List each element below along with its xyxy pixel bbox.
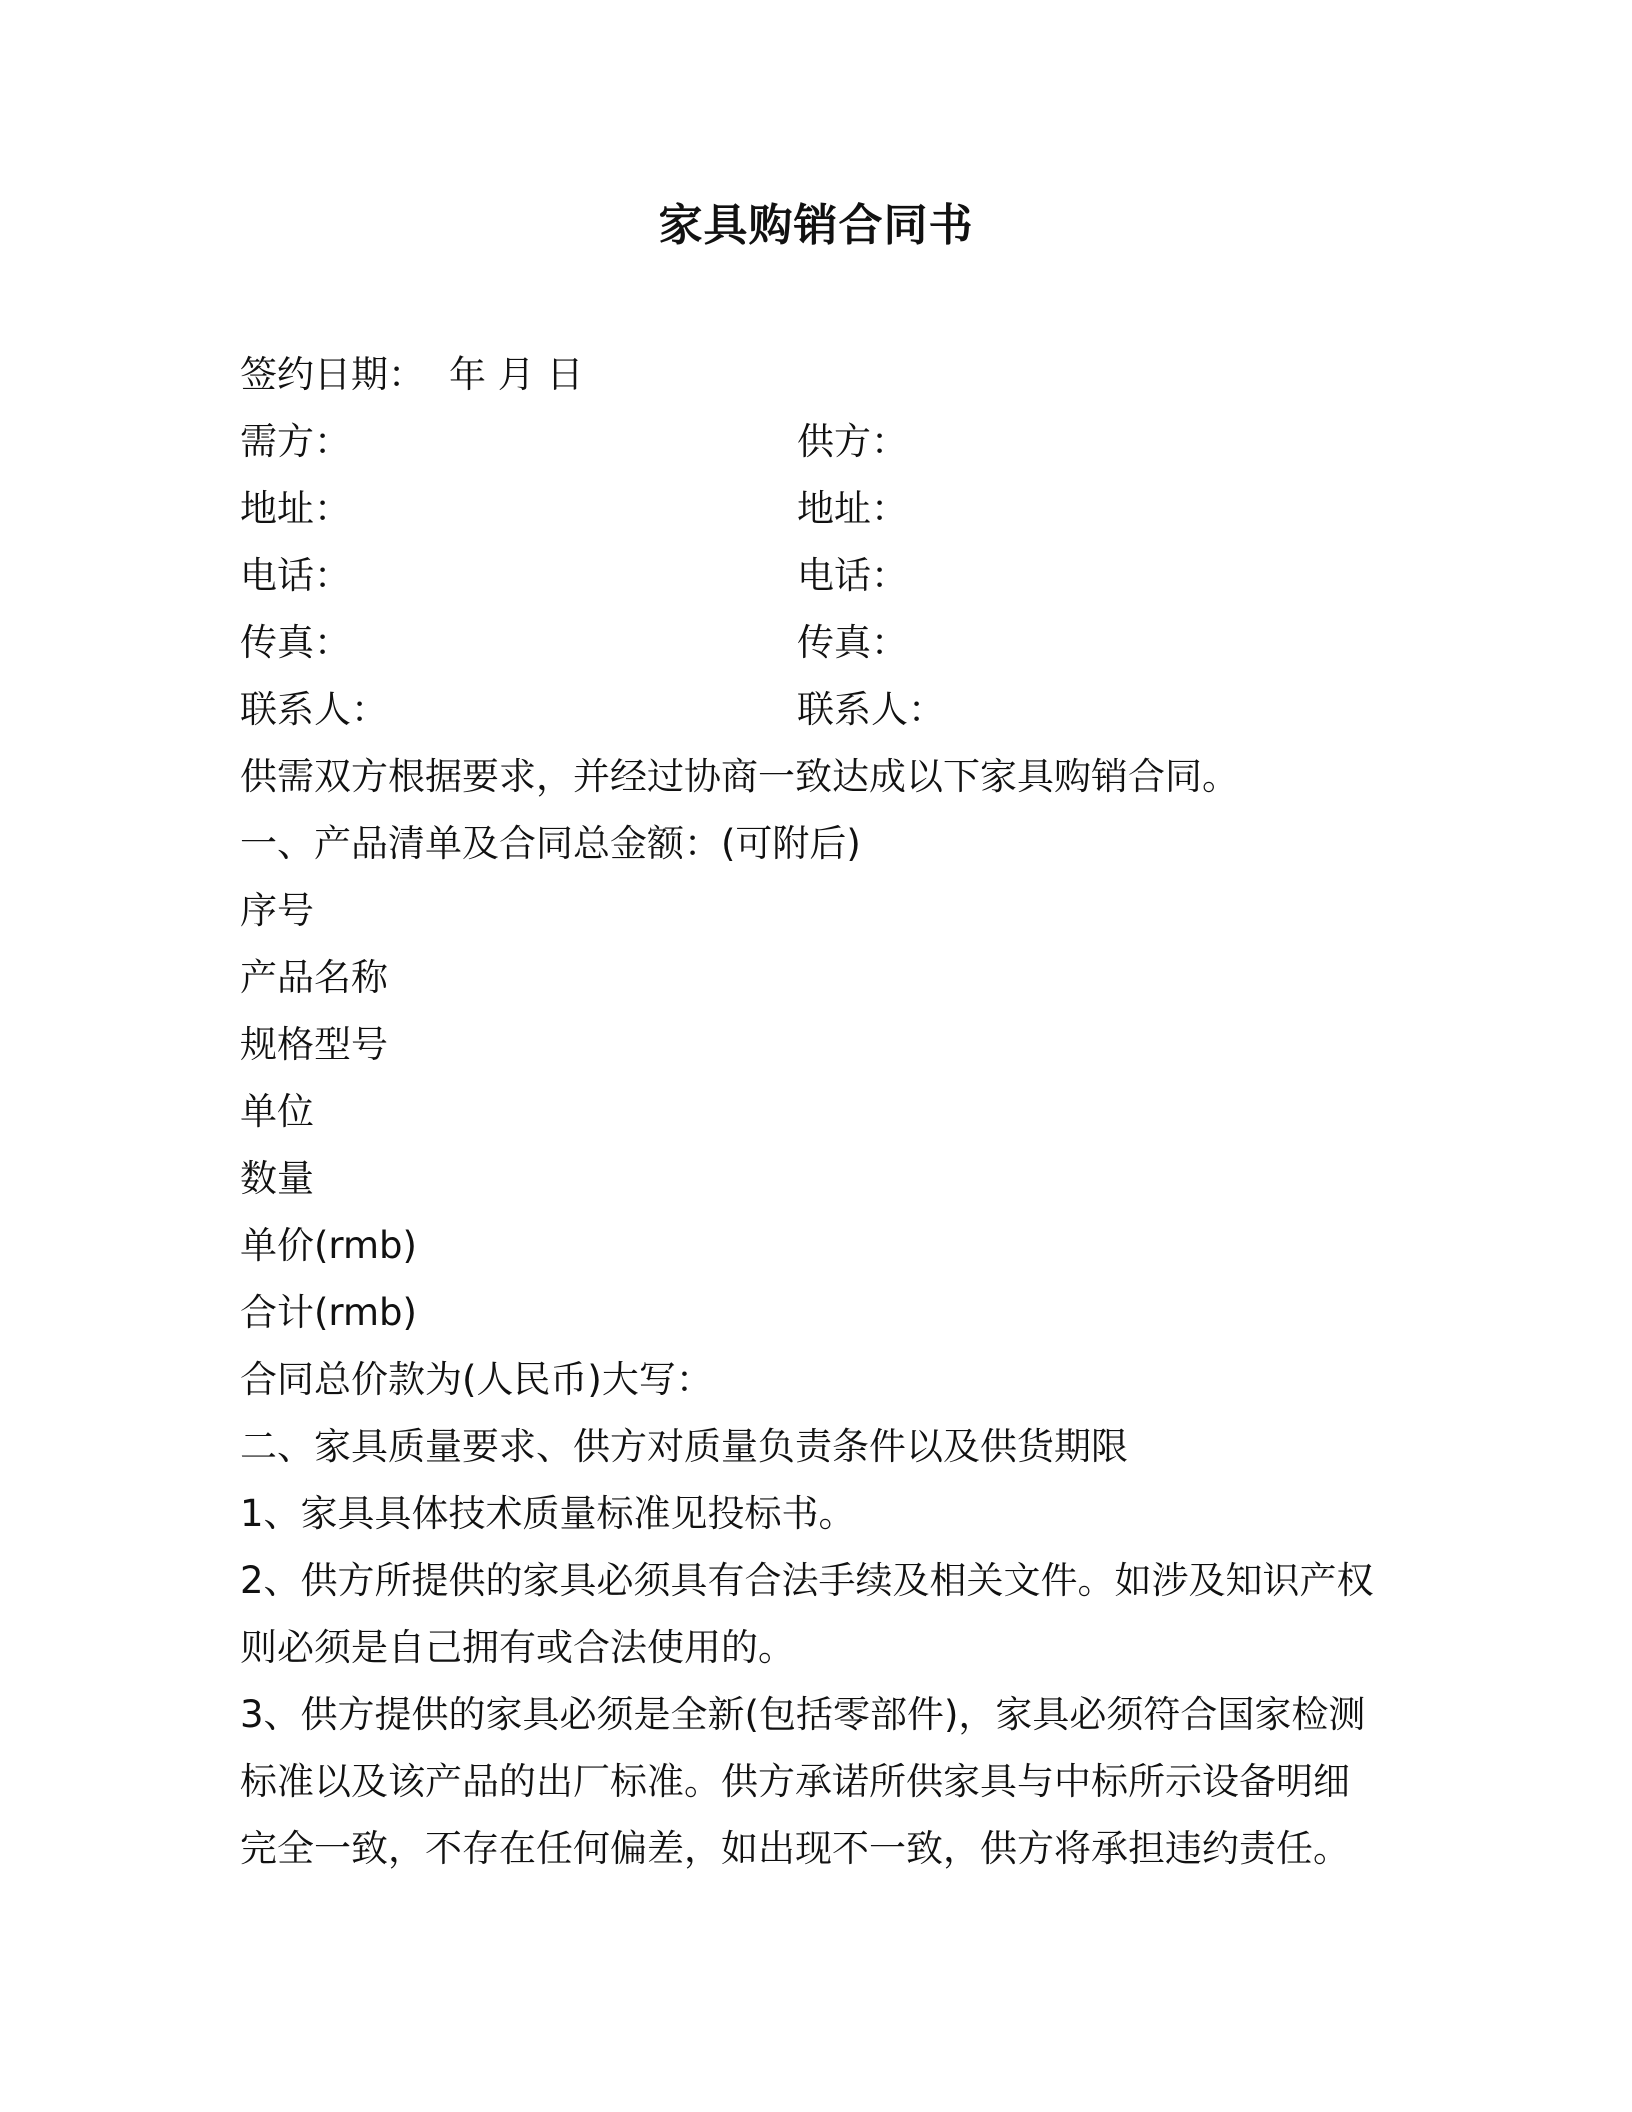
buyer-contact-label: 联系人： bbox=[240, 688, 388, 731]
section2-heading: 二、家具质量要求、供方对质量负责条件以及供货期限 bbox=[240, 1425, 1128, 1468]
total-price-line: 合同总价款为(人民币)大写： bbox=[240, 1358, 713, 1401]
column-product-name: 产品名称 bbox=[240, 956, 388, 999]
clause-3-line-3: 完全一致，不存在任何偏差，如出现不一致，供方将承担违约责任。 bbox=[240, 1827, 1350, 1870]
seller-phone-label: 电话： bbox=[797, 554, 908, 597]
seller-contact-label: 联系人： bbox=[797, 688, 945, 731]
column-unit-price: 单价(rmb) bbox=[240, 1224, 417, 1267]
column-quantity: 数量 bbox=[240, 1157, 314, 1200]
signing-date-value: 年 月 日 bbox=[449, 353, 584, 396]
buyer-phone-label: 电话： bbox=[240, 554, 351, 597]
clause-2-line-1: 2、供方所提供的家具必须具有合法手续及相关文件。如涉及知识产权 bbox=[240, 1559, 1374, 1602]
column-subtotal: 合计(rmb) bbox=[240, 1291, 417, 1334]
column-unit: 单位 bbox=[240, 1090, 314, 1133]
clause-2-line-2: 则必须是自己拥有或合法使用的。 bbox=[240, 1626, 795, 1669]
section1-heading: 一、产品清单及合同总金额：(可附后) bbox=[240, 822, 861, 865]
buyer-label: 需方： bbox=[240, 420, 351, 463]
signing-date-label: 签约日期： bbox=[240, 353, 425, 396]
seller-fax-label: 传真： bbox=[797, 621, 908, 664]
intro-paragraph: 供需双方根据要求，并经过协商一致达成以下家具购销合同。 bbox=[240, 755, 1239, 798]
document-title: 家具购销合同书 bbox=[658, 200, 974, 251]
column-spec-model: 规格型号 bbox=[240, 1023, 388, 1066]
signing-date-line bbox=[240, 341, 1390, 408]
party-row-phone bbox=[240, 542, 1390, 609]
seller-address-label: 地址： bbox=[797, 487, 908, 530]
column-serial-number: 序号 bbox=[240, 889, 314, 932]
seller-label: 供方： bbox=[797, 420, 908, 463]
party-row-address bbox=[240, 475, 1390, 542]
party-row-contact bbox=[240, 676, 1390, 743]
party-row-name bbox=[240, 408, 1390, 475]
document-body bbox=[240, 341, 1390, 1882]
buyer-fax-label: 传真： bbox=[240, 621, 351, 664]
clause-3-line-2: 标准以及该产品的出厂标准。供方承诺所供家具与中标所示设备明细 bbox=[240, 1760, 1350, 1803]
buyer-address-label: 地址： bbox=[240, 487, 351, 530]
party-row-fax bbox=[240, 609, 1390, 676]
clause-3-line-1: 3、供方提供的家具必须是全新(包括零部件)，家具必须符合国家检测 bbox=[240, 1693, 1366, 1736]
clause-1: 1、家具具体技术质量标准见投标书。 bbox=[240, 1492, 856, 1535]
